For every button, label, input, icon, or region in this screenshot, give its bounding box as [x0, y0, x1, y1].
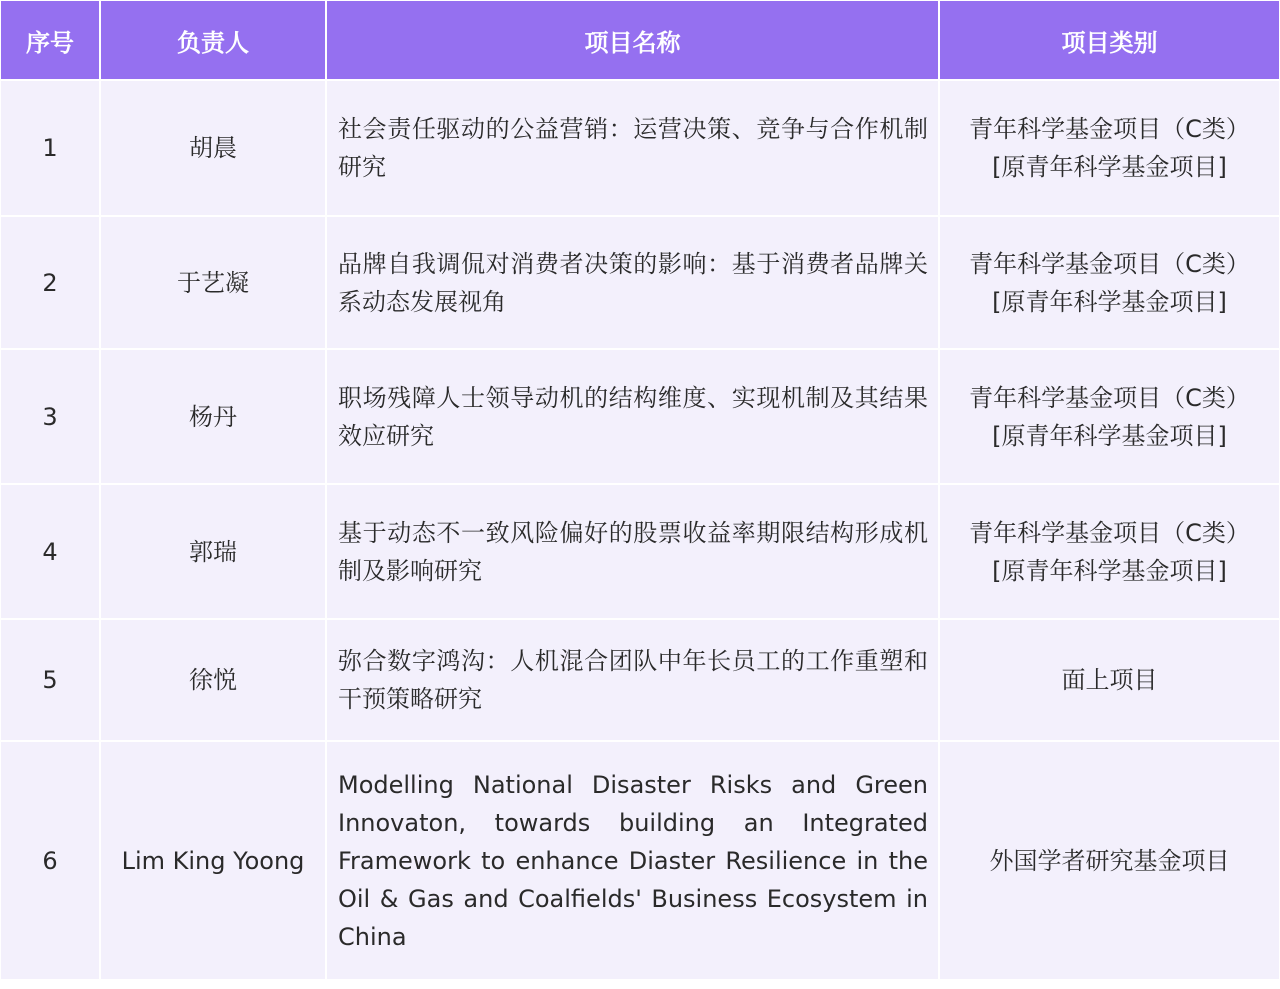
project-name-cell: 弥合数字鸿沟：人机混合团队中年长员工的工作重塑和干预策略研究 [327, 620, 940, 742]
project-table [1, 1, 1279, 979]
seq-cell: 1 [1, 81, 101, 217]
table-header [1, 1, 1279, 81]
table-body [1, 81, 1279, 979]
header-project-category: 项目类别 [940, 1, 1279, 81]
category-line: [原青年科学基金项目] [992, 287, 1227, 316]
seq-cell: 3 [1, 350, 101, 485]
category-line: 面上项目 [1061, 666, 1158, 694]
project-name-cell: 基于动态不一致风险偏好的股票收益率期限结构形成机制及影响研究 [327, 485, 940, 620]
header-project-name: 项目名称 [327, 1, 940, 81]
project-category-cell [940, 620, 1279, 742]
category-line: 外国学者研究基金项目 [989, 846, 1230, 875]
seq-cell: 6 [1, 742, 101, 979]
project-name-cell: 职场残障人士领导动机的结构维度、实现机制及其结果效应研究 [327, 350, 940, 485]
seq-cell: 2 [1, 217, 101, 350]
header-leader: 负责人 [101, 1, 327, 81]
leader-cell: 杨丹 [101, 350, 327, 485]
category-line: 青年科学基金项目（C类） [969, 249, 1250, 278]
table-row [1, 81, 1279, 217]
project-name-cell: Modelling National Disaster Risks and Green Innovaton, towards building an Integrated Framework to enhance Diaster Resilience in the Oil & Gas and Coalfields' Business Ecosystem in China [327, 742, 940, 979]
category-line: 青年科学基金项目（C类） [969, 383, 1250, 412]
leader-cell: 徐悦 [101, 620, 327, 742]
table-row [1, 620, 1279, 742]
project-category-cell [940, 742, 1279, 979]
table-row [1, 485, 1279, 620]
project-name-cell: 品牌自我调侃对消费者决策的影响：基于消费者品牌关系动态发展视角 [327, 217, 940, 350]
project-name-cell: 社会责任驱动的公益营销：运营决策、竞争与合作机制研究 [327, 81, 940, 217]
category-line: [原青年科学基金项目] [992, 421, 1227, 450]
project-category-cell [940, 81, 1279, 217]
header-seq: 序号 [1, 1, 101, 81]
project-category-cell [940, 350, 1279, 485]
table-row [1, 742, 1279, 979]
table-row [1, 217, 1279, 350]
leader-cell: 胡晨 [101, 81, 327, 217]
project-category-cell [940, 217, 1279, 350]
category-line: 青年科学基金项目（C类） [969, 115, 1250, 143]
category-line: [原青年科学基金项目] [992, 153, 1227, 181]
leader-cell: 郭瑞 [101, 485, 327, 620]
leader-cell: 于艺凝 [101, 217, 327, 350]
seq-cell: 4 [1, 485, 101, 620]
seq-cell: 5 [1, 620, 101, 742]
table-row [1, 350, 1279, 485]
category-line: [原青年科学基金项目] [992, 556, 1227, 585]
category-line: 青年科学基金项目（C类） [969, 518, 1250, 547]
leader-cell: Lim King Yoong [101, 742, 327, 979]
project-category-cell [940, 485, 1279, 620]
header-row [1, 1, 1279, 81]
